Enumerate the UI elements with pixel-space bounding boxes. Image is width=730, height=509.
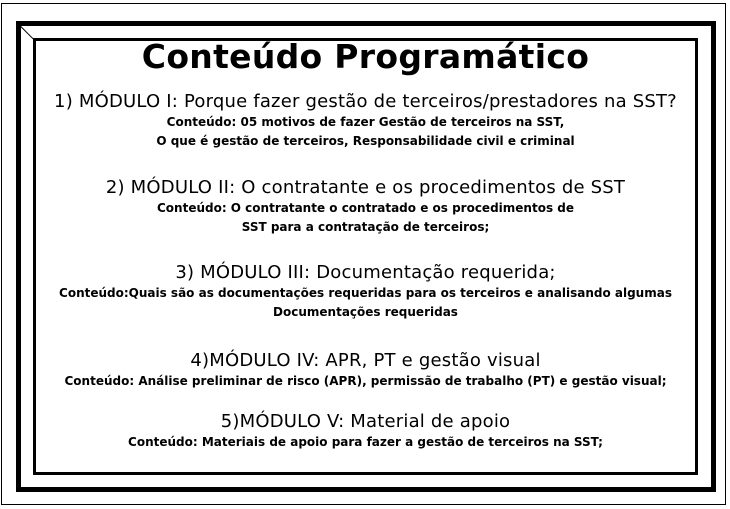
module-heading: 3) MÓDULO III: Documentação requerida; — [175, 262, 556, 283]
module-heading: 4)MÓDULO IV: APR, PT e gestão visual — [190, 350, 541, 371]
module-1 — [36, 91, 695, 151]
module-content-line: Conteúdo: Análise preliminar de risco (APR), permissão de trabalho (PT) e gestão visual; — [64, 374, 667, 388]
module-heading: 1) MÓDULO I: Porque fazer gestão de terceiros/prestadores na SST? — [54, 91, 677, 112]
syllabus-panel — [36, 37, 695, 472]
module-3 — [36, 262, 695, 322]
module-heading: 5)MÓDULO V: Material de apoio — [220, 411, 511, 432]
module-content-line: SST para a contratação de terceiros; — [241, 220, 490, 234]
page-title: Conteúdo Programático — [141, 37, 590, 76]
module-content-line: Conteúdo: Materiais de apoio para fazer a gestão de terceiros na SST; — [128, 435, 603, 449]
module-content-line: Conteúdo: 05 motivos de fazer Gestão de terceiros na SST, — [166, 115, 565, 129]
module-2 — [36, 177, 695, 237]
module-content-line: Conteúdo: O contratante o contratado e os procedimentos de — [156, 201, 574, 215]
module-4 — [36, 350, 695, 391]
module-content-line: Documentações requeridas — [273, 305, 458, 319]
module-5 — [36, 411, 695, 452]
module-heading: 2) MÓDULO II: O contratante e os procedimentos de SST — [105, 177, 626, 198]
module-content-line: O que é gestão de terceiros, Responsabilidade civil e criminal — [156, 134, 575, 148]
module-content-line: Conteúdo:Quais são as documentações requeridas para os terceiros e analisando algumas — [59, 286, 672, 300]
